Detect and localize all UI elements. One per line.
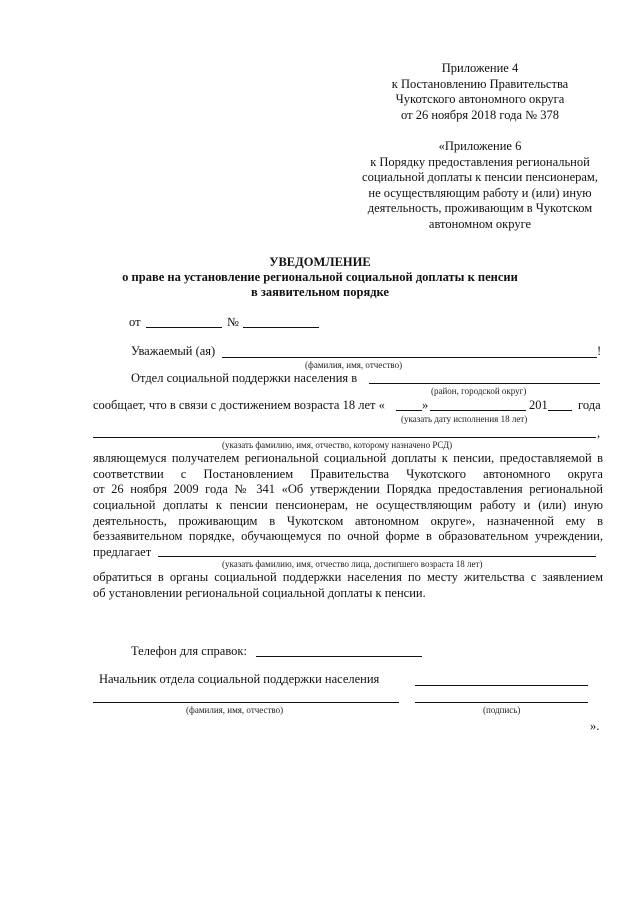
- district-field[interactable]: [369, 383, 600, 384]
- phone-label: Телефон для справок:: [131, 644, 247, 658]
- addressee-name-field[interactable]: [222, 357, 597, 358]
- recipient-hint: (указать фамилию, имя, отчество, которому назначено РСД): [222, 440, 453, 450]
- appendix-6-title: «Приложение 6: [438, 139, 522, 153]
- body-line: являющемуся получателем региональной социальной доплаты к пенсии, предоставляемой в: [93, 451, 603, 465]
- appendix-6-line: социальной доплаты к пенсии пенсионерам,: [362, 170, 598, 184]
- document-title: УВЕДОМЛЕНИЕ: [269, 255, 371, 269]
- from-label: от: [129, 315, 141, 329]
- head-label: Начальник отдела социальной поддержки населения: [99, 672, 380, 686]
- appendix-4-region: Чукотского автономного округа: [395, 92, 565, 106]
- greeting-end: !: [597, 344, 602, 358]
- head-signature-line[interactable]: [415, 685, 588, 686]
- head-name-hint: (фамилия, имя, отчество): [186, 705, 284, 715]
- signature-field[interactable]: [415, 702, 588, 703]
- phone-field[interactable]: [256, 656, 422, 657]
- appendix-4-title: Приложение 4: [441, 61, 519, 75]
- head-name-field[interactable]: [93, 702, 399, 703]
- document-subtitle: о праве на установление региональной социальной доплаты к пенсии: [122, 270, 518, 284]
- date-hint: (указать дату исполнения 18 лет): [401, 414, 528, 424]
- number-field[interactable]: [243, 327, 319, 328]
- end-mark: ».: [590, 719, 600, 733]
- body-line: соответствии с Постановлением Правительства Чукотского автономного округа: [93, 467, 603, 481]
- person-name-hint: (указать фамилию, имя, отчество лица, достигшего возраста 18 лет): [222, 559, 483, 569]
- closing-line: об установлении региональной социальной доплаты к пенсии.: [93, 586, 426, 600]
- year-prefix: 201: [529, 398, 548, 412]
- month-field[interactable]: [430, 410, 526, 411]
- year-suffix: года: [578, 398, 601, 412]
- appendix-6-line: автономном округе: [428, 216, 532, 231]
- date-field[interactable]: [146, 327, 222, 328]
- district-hint: (район, городской округ): [431, 386, 527, 396]
- appendix-6-line: не осуществляющим работу и (или) иную: [368, 185, 592, 200]
- closing-line: обратиться в органы социальной поддержки населения по месту жительства с заявлением: [93, 570, 603, 584]
- appendix-6-line: к Порядку предоставления региональной: [370, 154, 590, 169]
- recipient-name-field[interactable]: [93, 437, 596, 438]
- year-field[interactable]: [548, 410, 572, 411]
- document-subtitle-2: в заявительном порядке: [251, 285, 389, 299]
- appendix-6-block: [340, 139, 620, 232]
- signature-hint: (подпись): [483, 705, 521, 715]
- day-field[interactable]: [396, 410, 422, 411]
- appendix-4-block: [370, 61, 590, 123]
- proposes-label: предлагает: [93, 545, 152, 559]
- person-name-field[interactable]: [158, 556, 596, 557]
- body-line: деятельность, проживающим в Чукотском автономном округе», назначенной ему в: [93, 514, 603, 528]
- department-label: Отдел социальной поддержки населения в: [131, 371, 358, 385]
- appendix-4-date: от 26 ноября 2018 года № 378: [401, 107, 559, 122]
- addressee-name-hint: (фамилия, имя, отчество): [305, 360, 403, 370]
- body-line: от 26 ноября 2009 года № 341 «Об утверждении Порядка предоставления региональной: [93, 482, 603, 496]
- quote-close: »: [422, 398, 429, 412]
- body-line: социальной доплаты к пенсии пенсионерам, не осуществляющим работу и (или) иную: [93, 498, 603, 512]
- age-text: сообщает, что в связи с достижением возраста 18 лет «: [93, 398, 385, 412]
- appendix-6-line: деятельность, проживающим в Чукотском: [367, 201, 593, 215]
- body-line: беззаявительном порядке, обучающемуся по очной форме в образовательном учреждении,: [93, 529, 603, 543]
- appendix-4-ref: к Постановлению Правительства: [391, 76, 569, 91]
- recipient-end: ,: [597, 426, 601, 440]
- greeting-label: Уважаемый (ая): [131, 344, 216, 358]
- number-label: №: [227, 315, 239, 329]
